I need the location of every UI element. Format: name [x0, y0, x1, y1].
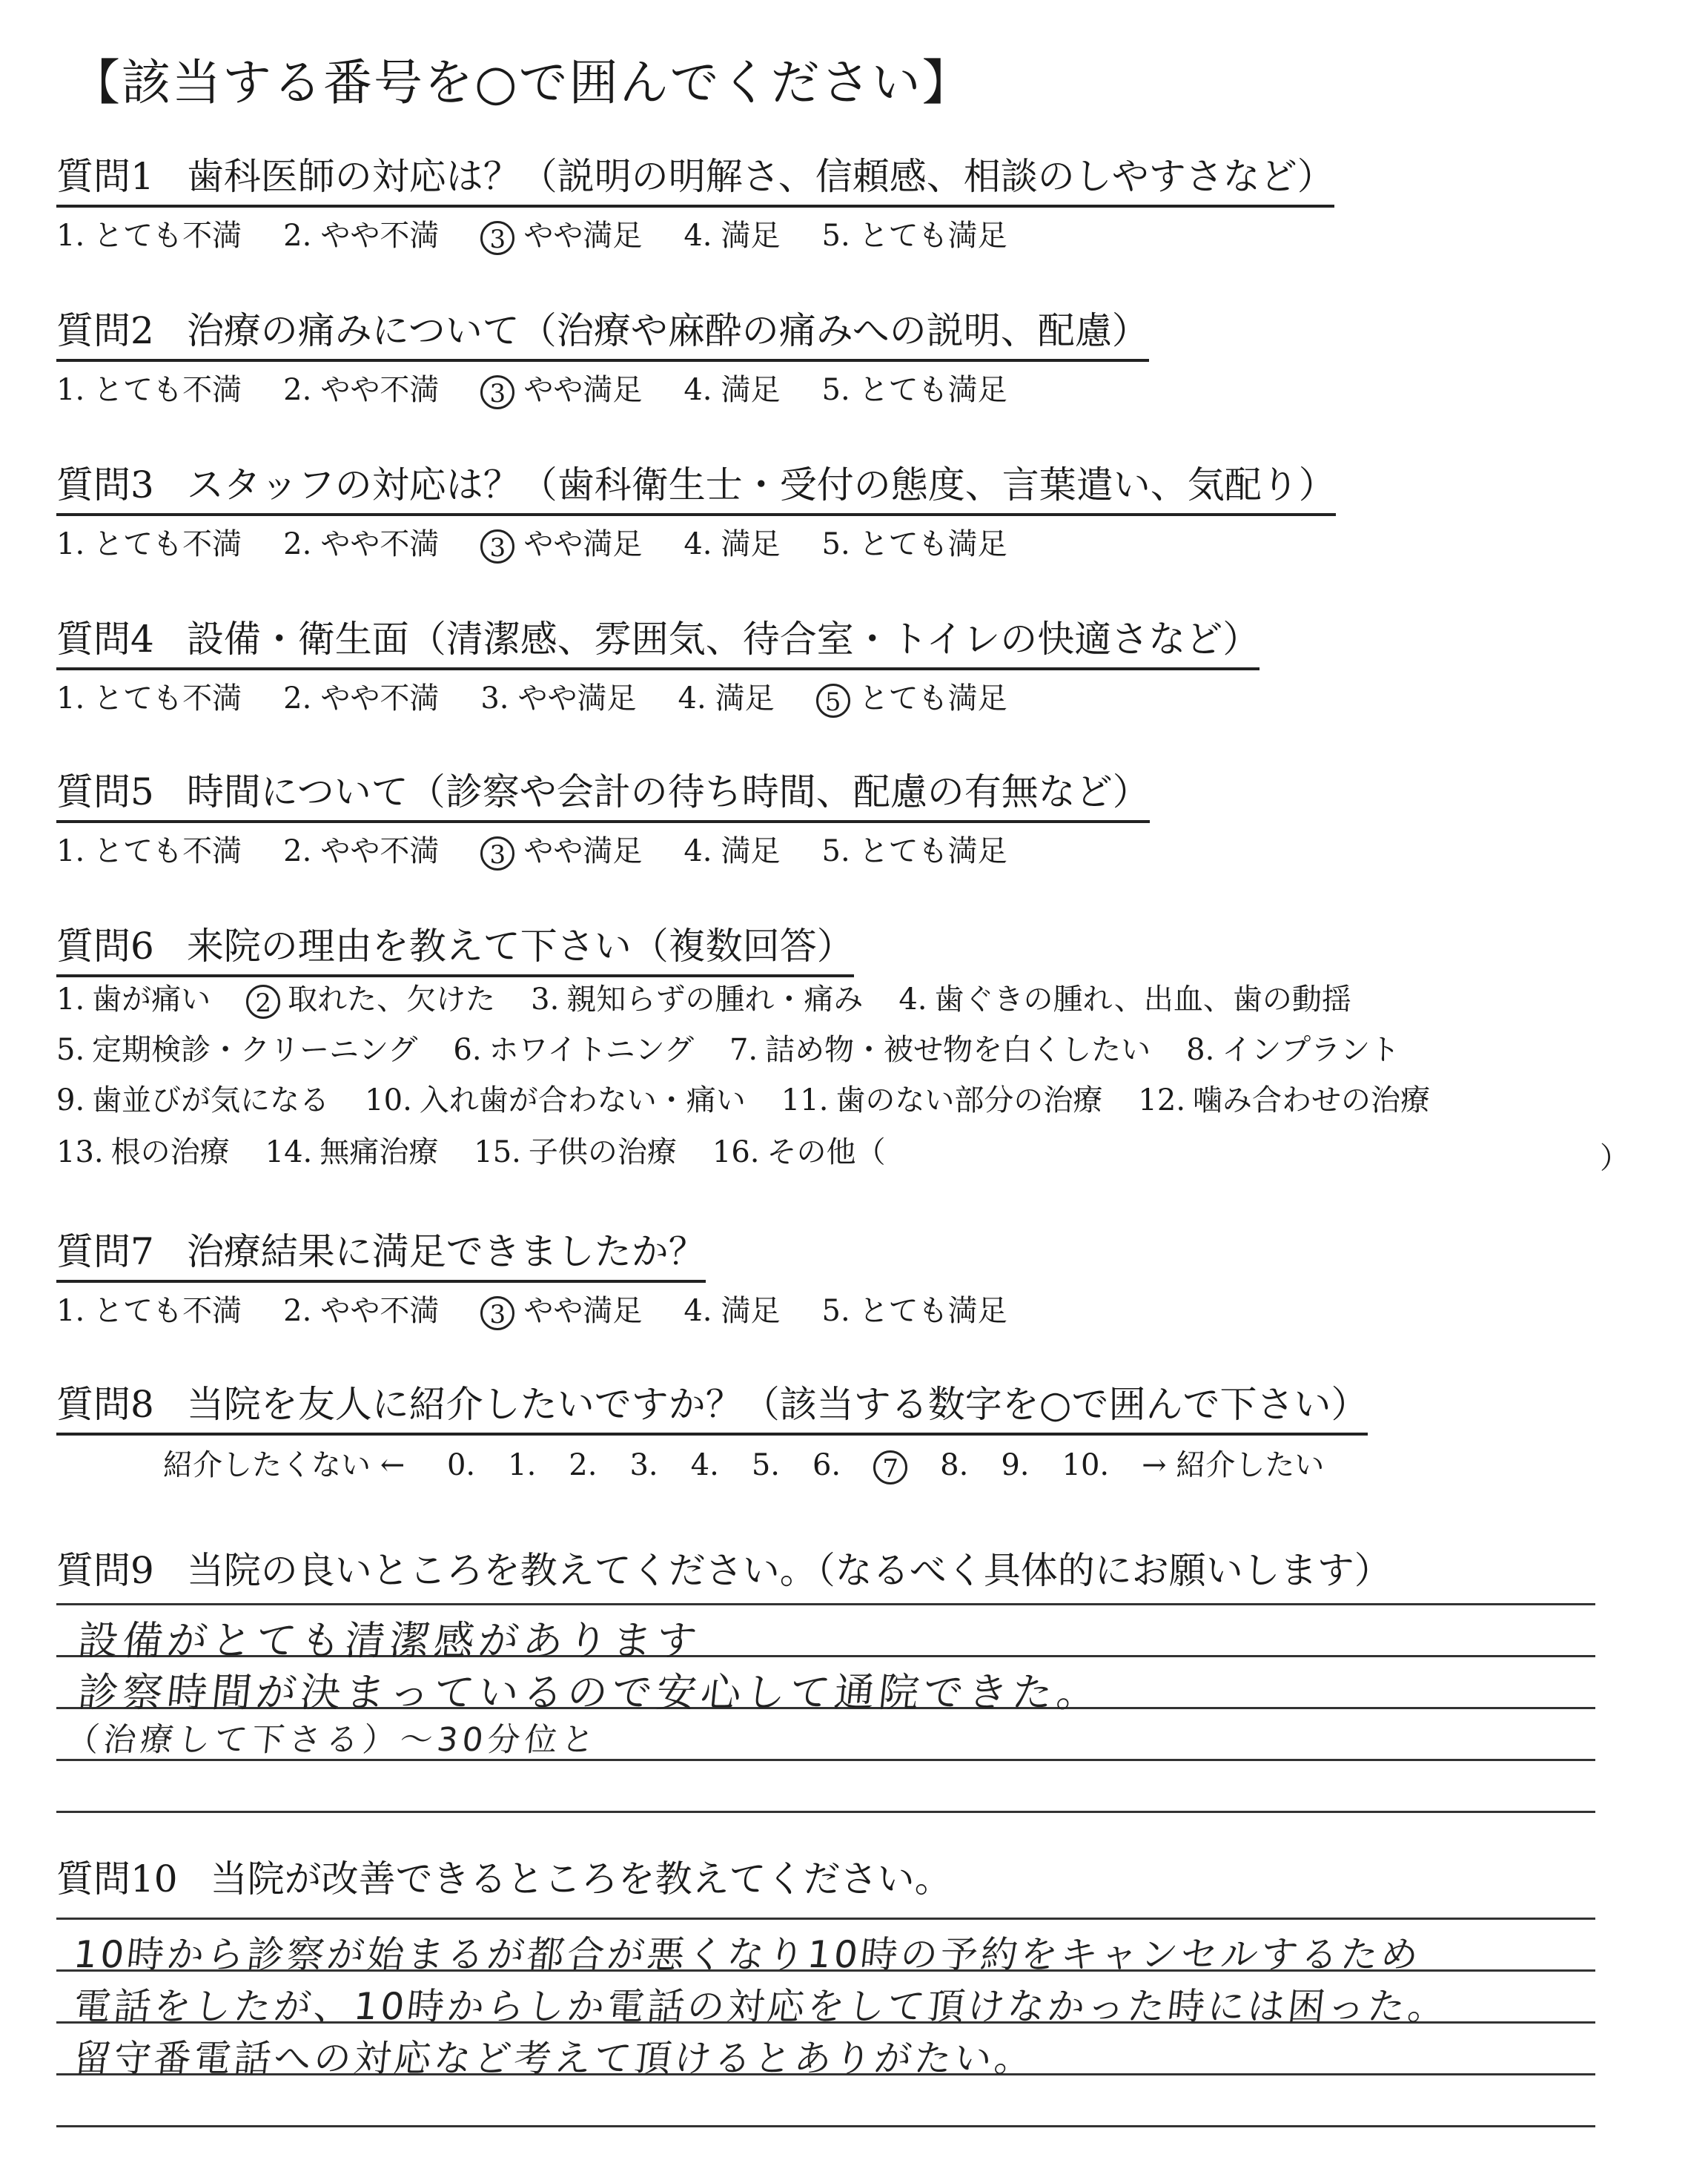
- q2-number: 質問2: [56, 309, 154, 352]
- q5-option-number: 5.: [821, 834, 850, 868]
- q2-option-1: [56, 373, 242, 407]
- q1-option-number: 1.: [56, 219, 85, 253]
- q9-answer-line: [56, 1603, 1595, 1605]
- q5-option-number: 3: [480, 836, 514, 871]
- q6-reason-number: 4.: [898, 982, 927, 1017]
- q5-number: 質問5: [56, 770, 154, 813]
- q6-reason-item: [246, 982, 495, 1017]
- q3-heading: [56, 464, 1336, 516]
- q3-options: [56, 526, 1049, 564]
- q2-option-number: 5.: [821, 373, 850, 407]
- q4-number: 質問4: [56, 618, 154, 661]
- q3-number: 質問3: [56, 463, 154, 506]
- q4-option-label: とても満足: [858, 681, 1007, 716]
- q5-option-number: 4.: [683, 834, 712, 868]
- q5-options: [56, 833, 1049, 871]
- q6-reason-number: 13.: [56, 1135, 104, 1169]
- q2-options: [56, 372, 1049, 409]
- q6-reason-label: 子供の治療: [528, 1135, 677, 1169]
- q7-option-5: [822, 1294, 1007, 1328]
- q4-option-number: 5: [816, 684, 850, 718]
- q4-option-label: 満足: [715, 681, 775, 716]
- q6-reason-item: [365, 1083, 746, 1117]
- q6-reason-label: 噛み合わせの治療: [1193, 1083, 1431, 1117]
- q3-option-number: 2.: [283, 527, 312, 561]
- q4-option-label: やや不満: [320, 681, 440, 716]
- q4-option-label: やや満足: [517, 681, 637, 716]
- q6-row: [56, 1083, 1466, 1118]
- q6-reason-item: [1186, 1033, 1400, 1067]
- q3-option-4: [683, 527, 780, 561]
- q1-option-label: とても満足: [858, 219, 1007, 253]
- q6-reason-label: その他（: [767, 1135, 886, 1169]
- q6-row: [56, 1135, 921, 1170]
- q4-option-1: [56, 681, 242, 716]
- q2-option-label: とても不満: [93, 373, 242, 407]
- q5-option-number: 1.: [56, 834, 85, 868]
- q9-number: 質問9: [56, 1549, 154, 1592]
- q8-text: 当院を友人に紹介したいですか？（該当する数字を○で囲んで下さい）: [186, 1383, 1368, 1426]
- q9-answer-line-3: （治療して下さる）〜30分位と: [64, 1721, 601, 1759]
- q6-reason-number: 16.: [712, 1135, 760, 1169]
- q7-options: [56, 1293, 1049, 1330]
- q1-text: 歯科医師の対応は？（説明の明解さ、信頼感、相談のしやすさなど）: [186, 155, 1334, 198]
- q7-option-3: [480, 1294, 642, 1328]
- q2-option-4: [683, 373, 780, 407]
- q10-heading: [56, 1849, 952, 1903]
- q10-answer-line: [56, 2125, 1595, 2127]
- q3-option-label: 満足: [721, 527, 781, 561]
- q9-answer-line-1: 設備がとても清潔感があります: [76, 1617, 704, 1664]
- q7-option-label: とても不満: [93, 1294, 242, 1328]
- q6-reason-label: 歯のない部分の治療: [835, 1083, 1103, 1117]
- q2-option-label: とても満足: [858, 373, 1007, 407]
- q5-option-label: やや満足: [523, 834, 643, 868]
- q6-reason-label: 入れ歯が合わない・痛い: [419, 1083, 746, 1117]
- q1-option-label: やや満足: [523, 219, 643, 253]
- q4-option-number: 1.: [56, 681, 85, 716]
- q6-reason-number: 2: [246, 985, 280, 1019]
- q2-option-number: 4.: [683, 373, 712, 407]
- q6-reason-item: [712, 1135, 886, 1169]
- q5-text: 時間について（診察や会計の待ち時間、配慮の有無など）: [186, 770, 1150, 813]
- q2-option-number: 1.: [56, 373, 85, 407]
- q10-answer-line-2: 電話をしたが、10時からしか電話の対応をして頂けなかった時には困った。: [71, 1985, 1451, 2028]
- q5-option-label: やや不満: [320, 834, 440, 868]
- q4-option-number: 3.: [480, 681, 509, 716]
- q9-text: 当院の良いところを教えてください。（なるべく具体的にお願いします）: [186, 1549, 1391, 1592]
- q7-option-number: 5.: [821, 1294, 850, 1328]
- q4-option-2: [283, 681, 439, 716]
- q7-option-label: やや不満: [320, 1294, 440, 1328]
- q3-option-number: 5.: [821, 527, 850, 561]
- q3-option-number: 3: [480, 529, 514, 564]
- q8-scale-value: 5.: [751, 1448, 780, 1482]
- q6-reason-item: [898, 982, 1351, 1017]
- q8-number: 質問8: [56, 1383, 154, 1426]
- q1-option-number: 4.: [683, 219, 712, 253]
- q4-option-number: 4.: [678, 681, 706, 716]
- q6-reason-label: 根の治療: [110, 1135, 230, 1169]
- q3-option-number: 4.: [683, 527, 712, 561]
- q1-options: [56, 218, 1049, 255]
- q1-option-1: [56, 219, 242, 253]
- q1-option-number: 5.: [821, 219, 850, 253]
- q6-reason-item: [1138, 1083, 1430, 1117]
- q9-heading: [56, 1541, 1391, 1594]
- q3-option-label: とても満足: [858, 527, 1007, 561]
- q7-option-number: 2.: [283, 1294, 312, 1328]
- q7-option-label: とても満足: [858, 1294, 1007, 1328]
- q6-reason-number: 11.: [781, 1083, 829, 1117]
- q6-reason-label: ホワイトニング: [489, 1033, 694, 1067]
- q3-option-3: [480, 527, 642, 561]
- q8-right-label: → 紹介したい: [1142, 1448, 1325, 1482]
- q10-answer-line-3: 留守番電話への対応など考えて頂けるとありがたい。: [71, 2037, 1037, 2080]
- q7-option-4: [683, 1294, 780, 1328]
- q6-reason-label: 歯が痛い: [92, 982, 211, 1017]
- q3-option-2: [283, 527, 439, 561]
- q8-scale-value: 6.: [812, 1448, 841, 1482]
- q7-option-number: 3: [480, 1296, 514, 1330]
- q1-option-label: やや不満: [320, 219, 440, 253]
- q3-option-5: [822, 527, 1007, 561]
- q1-option-number: 3: [480, 221, 514, 255]
- q9-answer-line: [56, 1811, 1595, 1813]
- q10-answer-line-1: 10時から診察が始まるが都合が悪くなり10時の予約をキャンセルするため: [71, 1933, 1423, 1976]
- q4-text: 設備・衛生面（清潔感、雰囲気、待合室・トイレの快適さなど）: [186, 618, 1260, 661]
- q7-option-label: 満足: [721, 1294, 781, 1328]
- q2-option-number: 2.: [283, 373, 312, 407]
- q2-option-5: [822, 373, 1007, 407]
- q5-option-number: 2.: [283, 834, 312, 868]
- q6-other-close-paren: ）: [1600, 1141, 1629, 1175]
- q6-reason-item: [56, 1083, 329, 1117]
- q6-reason-label: 取れた、欠けた: [288, 982, 496, 1017]
- q7-text: 治療結果に満足できましたか？: [186, 1230, 706, 1273]
- q6-reason-item: [56, 982, 211, 1017]
- q8-scale-value: 1.: [508, 1448, 537, 1482]
- q6-reason-label: 無痛治療: [320, 1135, 439, 1169]
- q3-option-number: 1.: [56, 527, 85, 561]
- q5-option-5: [822, 834, 1007, 868]
- q6-reason-label: 親知らずの腫れ・痛み: [566, 982, 864, 1017]
- q6-reason-item: [453, 1033, 694, 1067]
- q6-reason-number: 8.: [1186, 1033, 1215, 1067]
- q4-option-3: [480, 681, 636, 716]
- q5-option-label: とても不満: [93, 834, 242, 868]
- q9-answer-line-2: 診察時間が決まっているので安心して通院できた。: [76, 1669, 1104, 1716]
- q6-reason-number: 6.: [453, 1033, 482, 1067]
- q8-scale-value: 0.: [446, 1448, 476, 1482]
- q1-number: 質問1: [56, 155, 154, 198]
- q4-heading: [56, 618, 1260, 670]
- q6-text: 来院の理由を教えて下さい（複数回答）: [186, 925, 854, 968]
- q3-option-label: とても不満: [93, 527, 242, 561]
- q6-reason-label: 詰め物・被せ物を白くしたい: [765, 1033, 1151, 1067]
- q6-number: 質問6: [56, 925, 154, 968]
- q7-option-2: [283, 1294, 439, 1328]
- q8-scale-value: 7: [873, 1450, 907, 1484]
- q6-reason-number: 10.: [365, 1083, 412, 1117]
- q7-option-1: [56, 1294, 242, 1328]
- q6-reason-item: [56, 1033, 417, 1067]
- q6-reason-item: [781, 1083, 1103, 1117]
- q2-option-label: やや満足: [523, 373, 643, 407]
- q6-reason-number: 7.: [729, 1033, 758, 1067]
- q5-option-4: [683, 834, 780, 868]
- q6-row: [56, 982, 1387, 1019]
- q1-option-5: [822, 219, 1007, 253]
- q4-options: [56, 681, 1049, 718]
- q8-scale-value: 3.: [629, 1448, 658, 1482]
- q7-option-number: 4.: [683, 1294, 712, 1328]
- q6-heading: [56, 925, 854, 977]
- q5-option-3: [480, 834, 642, 868]
- q3-text: スタッフの対応は？（歯科衛生士・受付の態度、言葉遣い、気配り）: [186, 463, 1336, 506]
- q7-number: 質問7: [56, 1230, 154, 1273]
- q1-option-label: 満足: [721, 219, 781, 253]
- q3-option-1: [56, 527, 242, 561]
- q5-option-label: とても満足: [858, 834, 1007, 868]
- q5-heading: [56, 771, 1150, 823]
- q6-reason-number: 15.: [474, 1135, 521, 1169]
- q8-scale: [163, 1447, 1357, 1484]
- form-instruction-header: 【該当する番号を○で囲んでください】: [71, 54, 973, 111]
- q6-reason-number: 12.: [1138, 1083, 1186, 1117]
- q6-reason-number: 1.: [56, 982, 85, 1017]
- q8-left-label: 紹介したくない ←: [163, 1448, 406, 1482]
- q6-reason-label: インプラント: [1222, 1033, 1400, 1067]
- q5-option-label: 満足: [721, 834, 781, 868]
- q2-option-2: [283, 373, 439, 407]
- q2-text: 治療の痛みについて（治療や麻酔の痛みへの説明、配慮）: [186, 309, 1149, 352]
- q2-heading: [56, 310, 1149, 362]
- q6-reason-label: 定期検診・クリーニング: [92, 1033, 418, 1067]
- q4-option-4: [678, 681, 775, 716]
- q5-option-1: [56, 834, 242, 868]
- q3-option-label: やや満足: [523, 527, 643, 561]
- q1-option-label: とても不満: [93, 219, 242, 253]
- q6-reason-item: [265, 1135, 439, 1169]
- q10-number: 質問10: [56, 1857, 178, 1900]
- q10-text: 当院が改善できるところを教えてください。: [210, 1857, 952, 1900]
- q2-option-number: 3: [480, 375, 514, 409]
- q8-scale-value: 9.: [1001, 1448, 1030, 1482]
- q6-reason-item: [56, 1135, 230, 1169]
- q8-scale-value: 2.: [569, 1448, 598, 1482]
- q1-heading: [56, 156, 1334, 208]
- q6-reason-label: 歯並びが気になる: [92, 1083, 330, 1117]
- q6-reason-label: 歯ぐきの腫れ、出血、歯の動揺: [934, 982, 1351, 1017]
- q4-option-label: とても不満: [93, 681, 242, 716]
- q2-option-label: 満足: [721, 373, 781, 407]
- q8-scale-value: 4.: [690, 1448, 719, 1482]
- q1-option-2: [283, 219, 439, 253]
- q4-option-5: [816, 681, 1007, 716]
- q6-reason-number: 9.: [56, 1083, 85, 1117]
- q8-scale-value: 10.: [1062, 1448, 1110, 1482]
- q1-option-4: [683, 219, 780, 253]
- q7-option-number: 1.: [56, 1294, 85, 1328]
- q7-option-label: やや満足: [523, 1294, 643, 1328]
- q6-reason-number: 5.: [56, 1033, 85, 1067]
- q6-reason-item: [531, 982, 863, 1017]
- q10-answer-line: [56, 1918, 1595, 1920]
- q8-scale-value: 8.: [940, 1448, 969, 1482]
- q7-heading: [56, 1231, 706, 1283]
- q6-reason-number: 14.: [265, 1135, 313, 1169]
- q6-reason-item: [729, 1033, 1151, 1067]
- q1-option-number: 2.: [283, 219, 312, 253]
- q6-reason-number: 3.: [531, 982, 560, 1017]
- q1-option-3: [480, 219, 642, 253]
- q4-option-number: 2.: [283, 681, 312, 716]
- q2-option-label: やや不満: [320, 373, 440, 407]
- q8-heading: [56, 1384, 1368, 1436]
- q6-row: [56, 1032, 1435, 1068]
- q5-option-2: [283, 834, 439, 868]
- q6-reason-item: [474, 1135, 677, 1169]
- q2-option-3: [480, 373, 642, 407]
- q3-option-label: やや不満: [320, 527, 440, 561]
